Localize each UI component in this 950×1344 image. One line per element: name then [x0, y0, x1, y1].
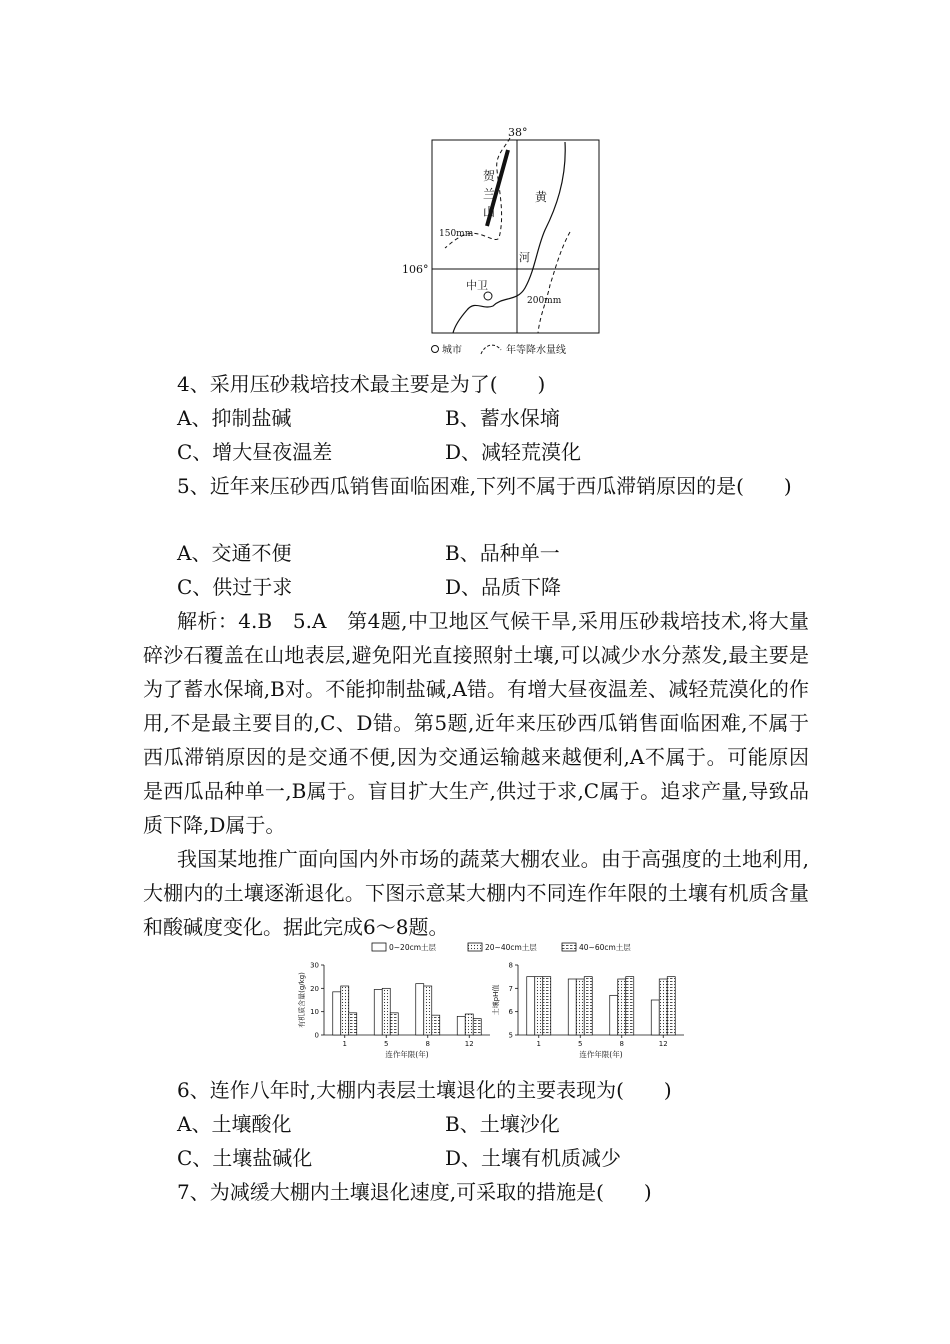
ph-y-axis-label: 土壤pH值: [492, 984, 500, 1016]
ph-bar: [535, 977, 543, 1035]
intro-paragraph: 我国某地推广面向国内外市场的蔬菜大棚农业。由于高强度的土地利用,大棚内的土壤逐渐退化。下图示意某大棚内不同连作年限的土壤有机质含量和酸碱度变化。据此完成6～8题。: [143, 847, 809, 939]
question-5-option-c: C、供过于求: [177, 575, 293, 599]
ph-x-tick-label: 1: [536, 1040, 541, 1048]
legend-label-40-60: 40~60cm土层: [579, 943, 631, 952]
mountain-label-2: 兰: [483, 187, 496, 201]
ph-bar: [610, 995, 618, 1035]
ningxia-map-figure: [395, 120, 615, 360]
soil-charts-figure: [290, 938, 690, 1062]
organic-x-tick-label: 12: [464, 1040, 474, 1048]
ph-y-tick-label: 6: [508, 1008, 513, 1017]
organic-matter-chart: [297, 962, 490, 1060]
legend-isohyet-label: 年等降水量线: [506, 345, 566, 356]
organic-bar: [424, 986, 432, 1035]
question-6-option-c: C、土壤盐碱化: [177, 1146, 313, 1170]
soil-ph-chart: [491, 962, 684, 1060]
legend-label-0-20: 0~20cm土层: [389, 943, 437, 952]
ph-x-tick-label: 12: [658, 1040, 668, 1048]
isohyet-200-label: 200mm: [527, 296, 562, 306]
isohyet-200-line: [538, 232, 570, 333]
zhongwei-city-label: 中卫: [466, 279, 488, 292]
ph-bar: [568, 979, 576, 1035]
ph-y-tick-label: 7: [508, 984, 513, 993]
legend-swatch-20-40: [468, 943, 482, 951]
legend-city-label: 城市: [442, 345, 462, 356]
organic-y-tick-label: 0: [314, 1031, 319, 1040]
organic-bar: [374, 990, 382, 1036]
ph-bar: [651, 1000, 659, 1035]
ph-bar: [527, 977, 535, 1035]
mountain-label-3: 山: [483, 205, 496, 219]
ph-bar: [667, 977, 675, 1035]
question-6-option-d: D、土壤有机质减少: [445, 1146, 622, 1170]
ph-y-tick-label: 8: [508, 961, 513, 970]
analysis-paragraph: 解析：4.B 5.A 第4题,中卫地区气候干旱,采用压砂栽培技术,将大量碎沙石覆盖在山地表层,避免阳光直接照射土壤,可以减少水分蒸发,最主要是为了蓄水保墒,B对。不能抑制盐碱,A错。有增大昼夜温差、减轻荒漠化的作用,不是最主要目的,C、D错。第5题,近年来压砂西瓜销售面临困难,不属于西瓜滞销原因的是交通不便,因为交通运输越来越便利,A不属于。可能原因是西瓜品种单一,B属于。盲目扩大生产,供过于求,C属于。追求产量,导致品质下降,D属于。: [143, 609, 809, 837]
question-4-option-b: B、蓄水保墒: [445, 406, 560, 430]
organic-x-axis-label: 连作年限(年): [385, 1050, 429, 1059]
organic-bar: [390, 1013, 398, 1035]
river-label-1: 黄: [535, 190, 548, 204]
ph-y-tick-label: 5: [508, 1031, 513, 1040]
legend-isohyet-icon: [481, 345, 501, 354]
ph-x-tick-label: 5: [578, 1040, 583, 1048]
organic-y-axis-label: 有机质含量(g/kg): [298, 972, 306, 1028]
latitude-label: 38°: [508, 126, 528, 139]
zhongwei-city-marker: [484, 292, 492, 300]
organic-x-tick-label: 1: [342, 1040, 347, 1048]
organic-bar: [333, 992, 341, 1035]
question-5-option-a: A、交通不便: [177, 541, 292, 565]
river-label-2: 河: [519, 251, 530, 264]
chart-legend: [372, 942, 631, 952]
question-6-option-a: A、土壤酸化: [177, 1112, 292, 1136]
organic-x-tick-label: 5: [384, 1040, 389, 1048]
organic-bar: [416, 984, 424, 1035]
question-5-option-d: D、品质下降: [445, 575, 562, 599]
organic-y-tick-label: 20: [310, 984, 319, 993]
question-4-stem: 4、采用压砂栽培技术最主要是为了( ): [177, 372, 546, 396]
ph-x-axis-label: 连作年限(年): [579, 1050, 623, 1059]
longitude-label: 106°: [402, 263, 429, 276]
ph-bar: [626, 977, 634, 1035]
organic-bar: [341, 986, 349, 1035]
organic-bar: [465, 1014, 473, 1035]
question-7-stem: 7、为减缓大棚内土壤退化速度,可采取的措施是( ): [177, 1180, 652, 1204]
organic-bar: [473, 1019, 481, 1035]
question-4-option-a: A、抑制盐碱: [177, 406, 292, 430]
ph-x-tick-label: 8: [619, 1040, 624, 1048]
organic-bar: [382, 988, 390, 1035]
ph-bar: [618, 979, 626, 1035]
organic-x-tick-label: 8: [425, 1040, 430, 1048]
question-4-option-c: C、增大昼夜温差: [177, 440, 333, 464]
question-4-option-d: D、减轻荒漠化: [445, 440, 582, 464]
organic-bar: [457, 1016, 465, 1035]
mountain-label-1: 贺: [483, 169, 496, 183]
organic-bar: [432, 1015, 440, 1035]
ph-bar: [576, 979, 584, 1035]
legend-swatch-40-60: [562, 943, 576, 951]
legend-city-icon: [432, 346, 439, 353]
question-5-stem: 5、近年来压砂西瓜销售面临困难,下列不属于西瓜滞销原因的是( ): [177, 474, 792, 498]
organic-y-tick-label: 30: [310, 961, 319, 970]
ph-bar: [543, 977, 551, 1035]
question-6-option-b: B、土壤沙化: [445, 1112, 560, 1136]
legend-label-20-40: 20~40cm土层: [485, 943, 537, 952]
ph-bar: [584, 977, 592, 1035]
legend-swatch-0-20: [372, 943, 386, 951]
question-6-stem: 6、连作八年时,大棚内表层土壤退化的主要表现为( ): [177, 1078, 672, 1102]
organic-y-tick-label: 10: [310, 1008, 319, 1017]
organic-bar: [349, 1013, 357, 1035]
isohyet-150-label: 150mm: [439, 229, 474, 239]
ph-bar: [659, 979, 667, 1035]
question-5-option-b: B、品种单一: [445, 541, 560, 565]
